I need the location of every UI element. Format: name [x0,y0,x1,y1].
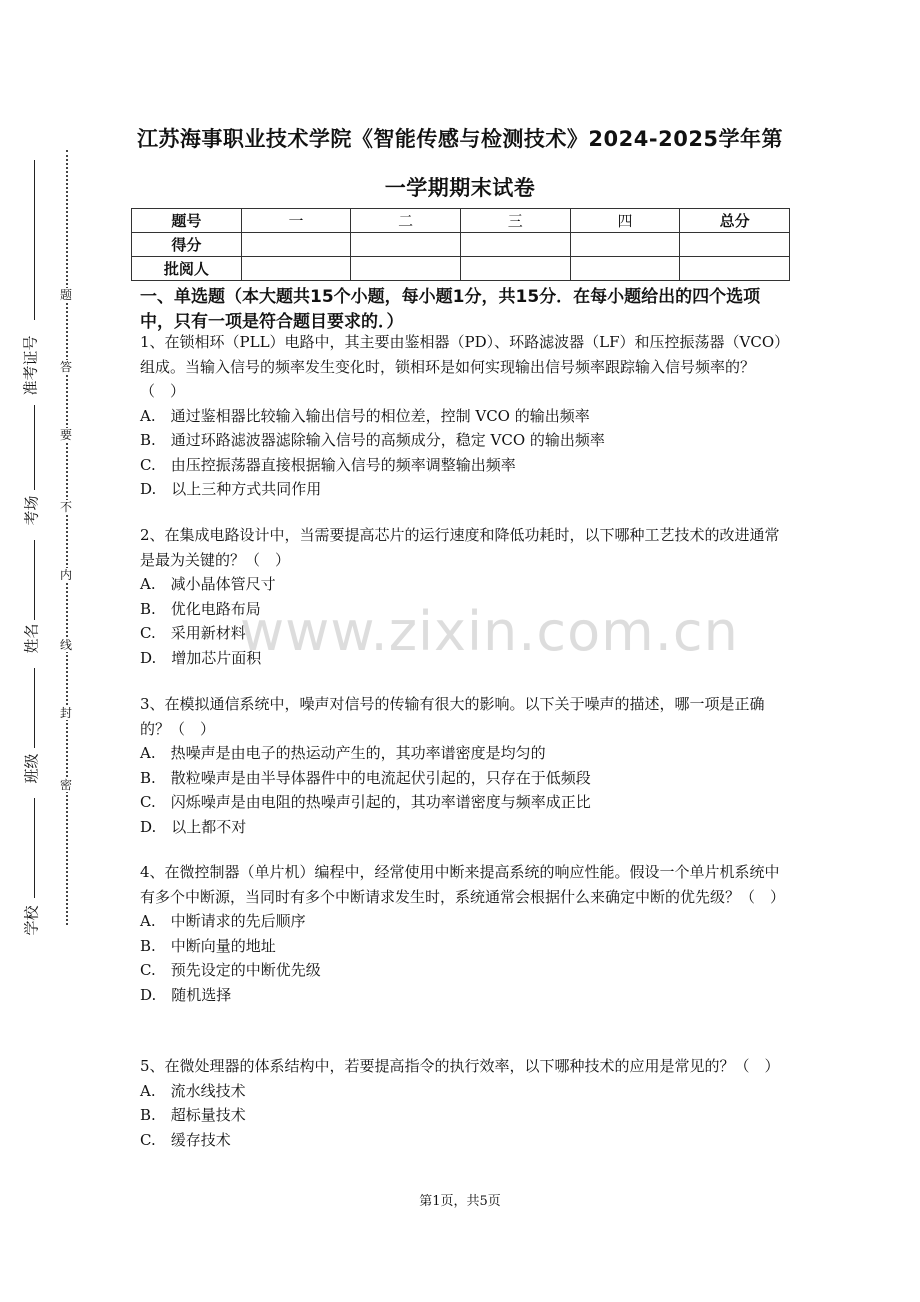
score-table [131,208,790,281]
option-b: B. 通过环路滤波器滤除输入信号的高频成分，稳定 VCO 的输出频率 [140,431,605,449]
option-c: C. 预先设定的中断优先级 [140,961,321,979]
field-line [34,540,35,620]
option-b: B. 中断向量的地址 [140,936,276,955]
binding-char: 题 [59,288,72,302]
option-c: C. 由压控振荡器直接根据输入信号的频率调整输出频率 [140,455,516,474]
option-a: A. 中断请求的先后顺序 [140,912,306,930]
question-text: 1、在锁相环（PLL）电路中，其主要由鉴相器（PD）、环路滤波器（LF）和压控振荡器（VCO）组成。当输入信号的频率发生变化时，锁相环是如何实现输出信号频率跟踪输入信号频率的？（ ） [140,333,782,400]
watermark-text: www.zixin.com.cn [240,600,739,663]
binding-char: 线 [59,638,72,652]
binding-dotted-line [66,150,68,925]
score-cell [680,233,790,257]
option-c: C. 采用新材料 [140,624,246,642]
option-a: A. 热噪声是由电子的热运动产生的，其功率谱密度是均匀的 [140,744,546,762]
option-d: D. 以上三种方式共同作用 [140,480,322,498]
score-table-row-grader [132,257,790,281]
question-text: 5、在微处理器的体系结构中，若要提高指令的执行效率，以下哪种技术的应用是常见的？（ ） [140,1057,780,1075]
question-1 [140,330,785,502]
page-footer: 第1页，共5页 [419,1194,501,1209]
binding-char: 密 [59,778,72,792]
field-line [34,405,35,490]
score-table-row-label: 得分 [132,233,242,257]
score-cell [570,233,680,257]
option-a: A. 减小晶体管尺寸 [140,575,276,593]
score-table-header-cell: 四 [570,209,680,233]
field-line [34,668,35,748]
score-table-header-cell: 一 [241,209,351,233]
question-4 [140,860,785,1007]
score-table-row-label: 批阅人 [132,257,242,281]
question-3 [140,692,785,839]
option-b: B. 散粒噪声是由半导体器件中的电流起伏引起的，只存在于低频段 [140,768,591,787]
score-table-header-cell: 二 [351,209,461,233]
option-d: D. 随机选择 [140,985,232,1004]
grader-cell [460,257,570,281]
option-b: B. 超标量技术 [140,1106,246,1124]
page-title-line1: 江苏海事职业技术学院《智能传感与检测技术》2024-2025学年第 [136,127,784,151]
page-title-line2: 一学期期末试卷 [384,176,536,200]
binding-char: 不 [59,500,72,514]
option-d: D. 增加芯片面积 [140,648,262,667]
score-table-header-row [132,209,790,233]
question-text: 3、在模拟通信系统中，噪声对信号的传输有很大的影响。以下关于噪声的描述，哪一项是正确的？（ ） [140,695,765,738]
option-d: D. 以上都不对 [140,817,247,836]
score-table-header-cell: 题号 [132,209,242,233]
field-label-name: 姓名 [22,623,41,654]
question-5 [140,1054,785,1152]
score-table-header-cell: 总分 [680,209,790,233]
option-c: C. 闪烁噪声是由电阻的热噪声引起的，其功率谱密度与频率成正比 [140,793,591,811]
grader-cell [680,257,790,281]
field-label-exam-room: 考场 [22,495,41,526]
option-a: A. 通过鉴相器比较输入输出信号的相位差，控制 VCO 的输出频率 [140,406,590,425]
grader-cell [351,257,461,281]
score-cell [351,233,461,257]
option-b: B. 优化电路布局 [140,599,261,618]
field-label-class: 班级 [22,753,41,784]
option-a: A. 流水线技术 [140,1081,246,1100]
score-table-header-cell: 三 [460,209,570,233]
binding-char: 封 [59,706,72,720]
section-heading: 一、单选题（本大题共15个小题，每小题1分，共15分．在每小题给出的四个选项中，只有一项是符合题目要求的．） [140,287,761,332]
score-table-row-score [132,233,790,257]
binding-char: 答 [59,360,72,374]
binding-char: 要 [59,428,72,442]
question-text: 2、在集成电路设计中，当需要提高芯片的运行速度和降低功耗时，以下哪种工艺技术的改进通常是最为关键的？（ ） [140,526,780,569]
question-text: 4、在微控制器（单片机）编程中，经常使用中断来提高系统的响应性能。假设一个单片机系统中有多个中断源，当同时有多个中断请求发生时，系统通常会根据什么来确定中断的优先级？（ ） [140,863,786,906]
score-cell [460,233,570,257]
grader-cell [570,257,680,281]
field-line [34,798,35,898]
field-label-exam-number: 准考证号 [21,335,40,396]
binding-char: 内 [59,568,72,582]
score-cell [241,233,351,257]
field-label-school: 学校 [22,905,41,936]
option-c: C. 缓存技术 [140,1130,231,1149]
grader-cell [241,257,351,281]
